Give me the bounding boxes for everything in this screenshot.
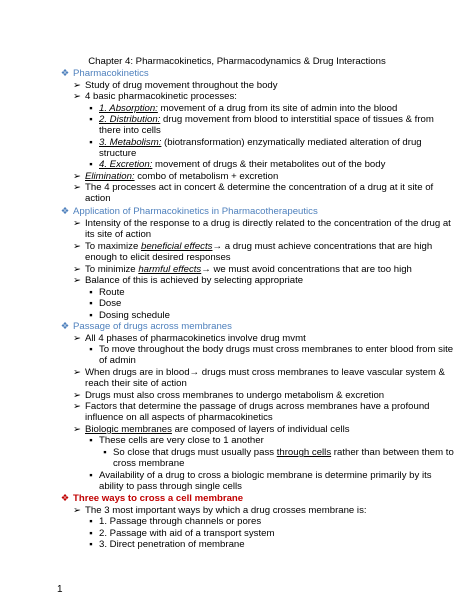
sub-bullet-text: To move throughout the body drugs must cross membranes to enter blood from site [99, 344, 454, 355]
sub-bullet-text: Route [99, 287, 125, 298]
sub-bullet-text: 3. Direct penetration of membrane [99, 539, 245, 550]
bullet-text: The 4 processes act in concert & determine the concentration of a drug at it site of [85, 182, 434, 193]
sub-bullet-text [99, 159, 385, 170]
square-bullet-icon: ▪ [89, 470, 93, 481]
sub-bullet-continuation: ability to pass through single cells [99, 481, 242, 492]
bullet-continuation: reach their site of action [85, 378, 187, 389]
arrowhead-bullet-icon: ➢ [72, 367, 82, 378]
bullet-text [85, 171, 278, 182]
square-bullet-icon: ▪ [89, 516, 93, 527]
square-bullet-icon: ▪ [89, 287, 93, 298]
term: 3. Metabolism: [99, 137, 162, 148]
arrowhead-bullet-icon: ➢ [72, 218, 82, 229]
sub-bullet-text: Availability of a drug to cross a biologic membrane is determine primarily by its [99, 470, 432, 481]
bullet-text: Intensity of the response to a drug is directly related to the concentration of the drug at [85, 218, 451, 229]
bullet-continuation: its site of action [85, 229, 152, 240]
arrow-glyph: → [201, 264, 211, 275]
bullet-text: 4 basic pharmacokinetic processes: [85, 91, 237, 102]
text: combo of metabolism + excretion [134, 171, 279, 182]
text: To maximize [85, 241, 141, 252]
text: movement of a drug from its site of admin into the blood [157, 103, 398, 114]
bullet-text: Balance of this is achieved by selecting appropriate [85, 275, 304, 286]
bullet-text [85, 264, 412, 275]
term: beneficial effects [140, 241, 213, 252]
sub-bullet-text: Dose [99, 298, 122, 309]
diamond-bullet-icon: ❖ [60, 321, 70, 332]
square-bullet-icon: ▪ [89, 114, 93, 125]
sub-bullet-text: 1. Passage through channels or pores [99, 516, 262, 527]
arrowhead-bullet-icon: ➢ [72, 80, 82, 91]
arrowhead-bullet-icon: ➢ [72, 182, 82, 193]
bullet-text [85, 424, 350, 435]
diamond-bullet-icon: ❖ [60, 493, 70, 504]
arrow-glyph: → [189, 367, 200, 378]
bullet-continuation: action [85, 193, 111, 204]
bullet-text: Study of drug movement throughout the body [85, 80, 278, 91]
sub-bullet-continuation: structure [99, 148, 137, 159]
text: So close that drugs must usually pass [113, 447, 277, 458]
sub-bullet-text [99, 137, 422, 148]
term: 2. Distribution: [99, 114, 161, 125]
sub-bullet-text: 2. Passage with aid of a transport system [99, 528, 275, 539]
arrowhead-bullet-icon: ➢ [72, 275, 82, 286]
sub-sub-bullet-text [113, 447, 454, 458]
square-bullet-icon: ▪ [89, 344, 93, 355]
text: are composed of layers of individual cells [171, 424, 350, 435]
page-number: 1 [57, 584, 63, 595]
bullet-text: Drugs must also cross membranes to undergo metabolism & excretion [85, 390, 385, 401]
sub-bullet-text: Dosing schedule [99, 310, 170, 321]
text: movement of drugs & their metabolites out of the body [152, 159, 386, 170]
sub-bullet-continuation: of admin [99, 355, 136, 366]
arrowhead-bullet-icon: ➢ [72, 390, 82, 401]
square-bullet-icon: ▪ [89, 435, 93, 446]
bullet-continuation: influence on all aspects of pharmacokinetics [85, 412, 273, 423]
bullet-text: All 4 phases of pharmacokinetics involve drug mvmt [85, 333, 306, 344]
sub-sub-bullet-continuation: cross membrane [113, 458, 185, 469]
section-heading-three-ways: Three ways to cross a cell membrane [73, 493, 244, 504]
square-bullet-icon: ▪ [89, 159, 93, 170]
diamond-bullet-icon: ❖ [60, 206, 70, 217]
square-bullet-icon: ▪ [89, 137, 93, 148]
diamond-bullet-icon: ❖ [60, 68, 70, 79]
square-bullet-icon: ▪ [89, 298, 93, 309]
term: 1. Absorption: [99, 103, 158, 114]
arrowhead-bullet-icon: ➢ [72, 505, 82, 516]
sub-bullet-text: These cells are very close to 1 another [99, 435, 264, 446]
bullet-text: The 3 most important ways by which a drug crosses membrane is: [85, 505, 367, 516]
section-heading-application: Application of Pharmacokinetics in Pharmacotherapeutics [73, 206, 318, 217]
term: Elimination: [85, 171, 135, 182]
square-bullet-icon: ▪ [89, 539, 93, 550]
page-title: Chapter 4: Pharmacokinetics, Pharmacodynamics & Drug Interactions [88, 56, 386, 67]
square-bullet-icon: ▪ [89, 310, 93, 321]
term: through cells [276, 447, 332, 458]
section-heading-pharmacokinetics: Pharmacokinetics [73, 68, 149, 79]
text: drugs must cross membranes to leave vascular system & [199, 367, 445, 378]
section-heading-passage: Passage of drugs across membranes [73, 321, 232, 332]
arrowhead-bullet-icon: ➢ [72, 241, 82, 252]
term: Biologic membranes [85, 424, 172, 435]
sub-bullet-text [99, 114, 434, 125]
text: rather than between them to [331, 447, 454, 458]
text: (biotransformation) enzymatically mediated alteration of drug [161, 137, 422, 148]
text: a drug must achieve concentrations that are high [222, 241, 433, 252]
sub-bullet-continuation: there into cells [99, 125, 161, 136]
bullet-continuation: enough to elicit desired responses [85, 252, 231, 263]
text: we must avoid concentrations that are too high [210, 264, 412, 275]
square-bullet-icon: ▪ [89, 528, 93, 539]
text: When drugs are in blood [85, 367, 190, 378]
arrowhead-bullet-icon: ➢ [72, 424, 82, 435]
sub-bullet-text [99, 103, 397, 114]
square-bullet-icon: ▪ [89, 103, 93, 114]
term: 4. Excretion: [99, 159, 153, 170]
arrowhead-bullet-icon: ➢ [72, 401, 82, 412]
arrowhead-bullet-icon: ➢ [72, 264, 82, 275]
square-bullet-icon: ▪ [103, 447, 107, 458]
bullet-text: Factors that determine the passage of drugs across membranes have a profound [85, 401, 430, 412]
term: harmful effects [138, 264, 202, 275]
arrowhead-bullet-icon: ➢ [72, 171, 82, 182]
arrowhead-bullet-icon: ➢ [72, 333, 82, 344]
text: To minimize [85, 264, 139, 275]
arrowhead-bullet-icon: ➢ [72, 91, 82, 102]
bullet-text [85, 367, 445, 378]
arrow-glyph: → [212, 241, 223, 252]
bullet-text [85, 241, 432, 252]
text: drug movement from blood to interstitial space of tissues & from [160, 114, 434, 125]
